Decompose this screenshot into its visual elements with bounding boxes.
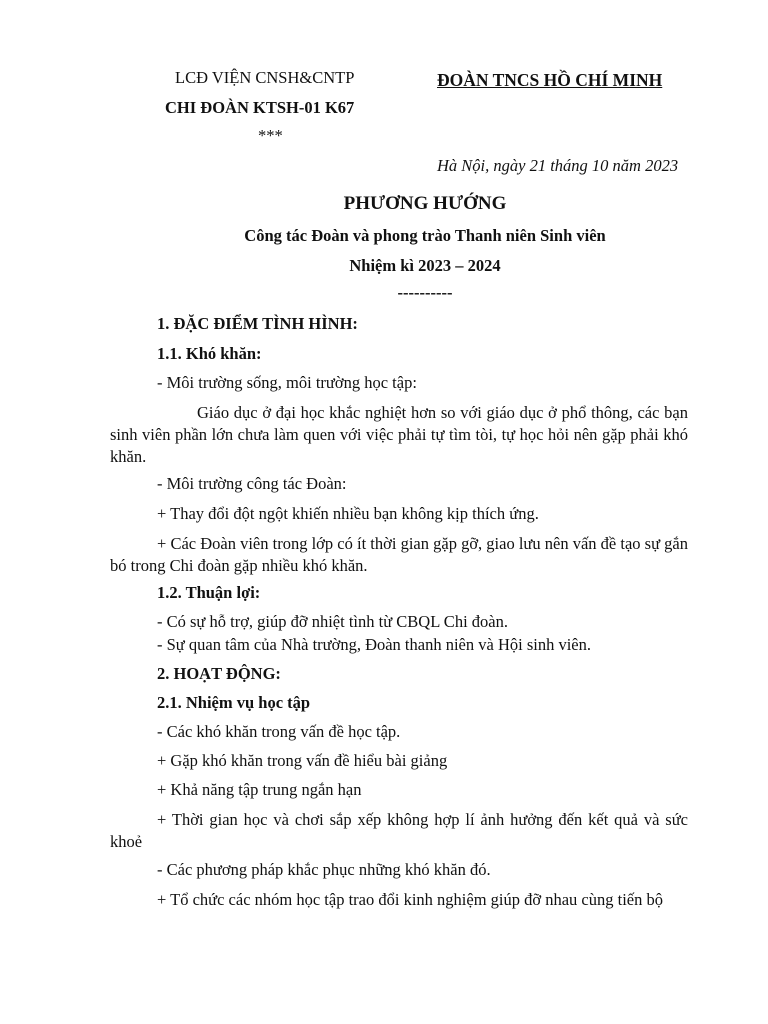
union-title: ĐOÀN TNCS HỒ CHÍ MINH — [437, 70, 663, 90]
list-item: - Các phương pháp khắc phục những khó khăn đó. — [157, 860, 491, 879]
org-name-upper: LCĐ VIỆN CNSH&CNTP — [175, 68, 355, 87]
document-title: PHƯƠNG HƯỚNG — [343, 193, 507, 214]
section-1-heading: 1. ĐẶC ĐIỂM TÌNH HÌNH: — [157, 314, 358, 333]
list-item: - Môi trường sống, môi trường học tập: — [157, 373, 417, 392]
term-line: Nhiệm kì 2023 – 2024 — [349, 256, 501, 275]
document-subtitle: Công tác Đoàn và phong trào Thanh niên Sinh viên — [244, 226, 606, 245]
list-item: - Môi trường công tác Đoàn: — [157, 474, 347, 493]
list-item: - Các khó khăn trong vấn đề học tập. — [157, 722, 401, 741]
date-line: Hà Nội, ngày 21 tháng 10 năm 2023 — [437, 156, 679, 175]
paragraph: + Các Đoàn viên trong lớp có ít thời gian gặp gỡ, giao lưu nên vấn đề tạo sự gắn bó trong Chi đoàn gặp nhiều khó khăn. — [110, 534, 688, 575]
list-item: - Sự quan tâm của Nhà trường, Đoàn thanh niên và Hội sinh viên. — [157, 635, 591, 654]
paragraph: Giáo dục ở đại học khắc nghiệt hơn so với giáo dục ở phổ thông, các bạn sinh viên phần lớn chưa làm quen với việc phải tự tìm tòi, tự học hỏi nên gặp phải khó khăn. — [110, 403, 688, 466]
title-divider: ---------- — [397, 283, 453, 302]
list-item: + Gặp khó khăn trong vấn đề hiểu bài giảng — [157, 751, 448, 770]
section-1-2-heading: 1.2. Thuận lợi: — [157, 583, 261, 602]
header-stars: *** — [258, 126, 283, 145]
list-item: + Khả năng tập trung ngắn hạn — [157, 780, 362, 799]
section-1-1-heading: 1.1. Khó khăn: — [157, 344, 262, 363]
section-2-1-heading: 2.1. Nhiệm vụ học tập — [157, 693, 311, 712]
paragraph: + Thời gian học và chơi sắp xếp không hợp lí ảnh hưởng đến kết quả và sức khoẻ — [110, 810, 688, 851]
list-item: + Thay đổi đột ngột khiến nhiều bạn không kịp thích ứng. — [157, 504, 539, 523]
org-name-branch: CHI ĐOÀN KTSH-01 K67 — [165, 98, 355, 117]
section-2-heading: 2. HOẠT ĐỘNG: — [157, 664, 281, 683]
paragraph: + Tổ chức các nhóm học tập trao đổi kinh nghiệm giúp đỡ nhau cùng tiến bộ — [157, 890, 663, 909]
list-item: - Có sự hỗ trợ, giúp đỡ nhiệt tình từ CBQL Chi đoàn. — [157, 612, 508, 631]
